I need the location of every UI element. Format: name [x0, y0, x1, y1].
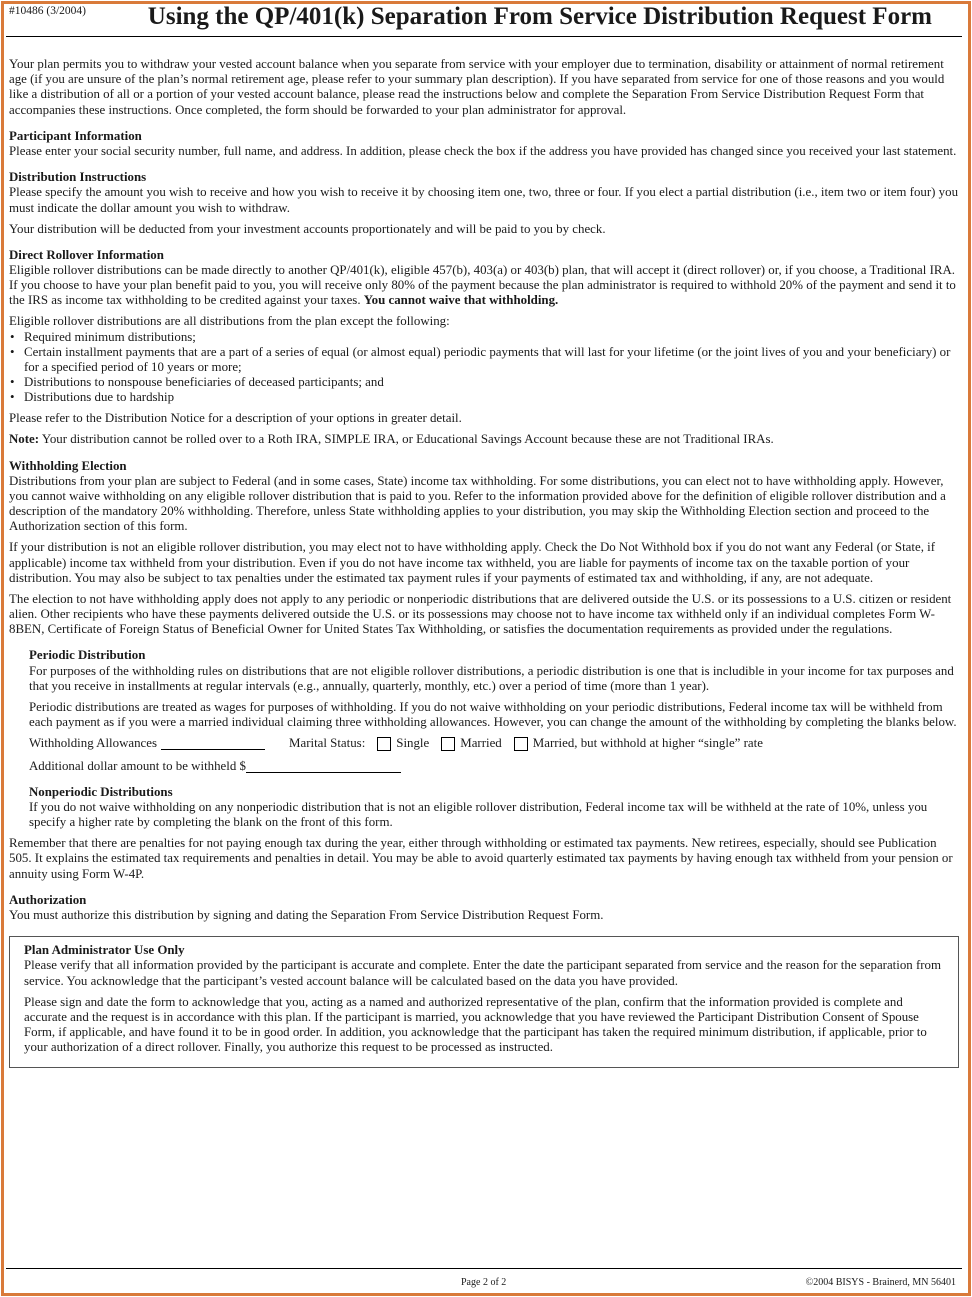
- withholding-section: [9, 459, 959, 638]
- rollover-exceptions-intro: Eligible rollover distributions are all distributions from the plan except the following:: [9, 314, 450, 329]
- married-checkbox[interactable]: [441, 737, 455, 751]
- participant-text: Please enter your social security number, full name, and address. In addition, please check the box if the address you have provided has changed since you received your last statement.: [9, 144, 957, 159]
- page-title: Using the QP/401(k) Separation From Service Distribution Request Form: [147, 3, 932, 30]
- married-higher-rate-label: Married, but withhold at higher “single” rate: [532, 736, 763, 751]
- withholding-text: Distributions from your plan are subject to Federal (and in some cases, State) income tax withholding. For some distributions, you can elect not to have withholding apply. However, you cannot waive withholding on any eligible rollover distribution that is paid to you. Refer to the information provided above for the definition of eligible rollover distribution and a description of the mandatory 20% withholding. Therefore, unless State withholding applies to your distribution, you may skip the Withholding Election section and proceed to the Authorization section of this form.: [9, 473, 946, 534]
- rollover-text: [9, 263, 959, 309]
- withholding-fields-row: [29, 736, 959, 751]
- rollover-heading: Direct Rollover Information: [9, 247, 164, 262]
- married-higher-rate-checkbox[interactable]: [514, 737, 528, 751]
- single-label: Single: [396, 736, 430, 751]
- withholding-heading: Withholding Election: [9, 458, 127, 473]
- header-divider: [6, 36, 962, 37]
- tax-penalty-reminder: Remember that there are penalties for not paying enough tax during the year, either through withholding or estimated tax payments. New retirees, especially, should see Publication 505. It explains the estimated tax requirements and penalties in detail. You may be able to avoid quarterly estimated tax payments by having enough tax withheld from your pension or annuity using Form W-4P.: [9, 836, 953, 881]
- form-number: #10486 (3/2004): [9, 5, 86, 17]
- authorization-section: [9, 893, 959, 923]
- withholding-text: The election to not have withholding apply does not apply to any periodic or nonperiodic distributions that are delivered outside the U.S. or its possessions to a U.S. citizen or resident alien. Other recipients who have these payments delivered outside the U.S. or its possessions may choose not to have income tax withheld only if an individual completes Form W-8BEN, Certificate of Foreign Status of Beneficial Owner for United States Tax Withholding, or satisfies the documentation requirements as provided under the regulations.: [9, 591, 952, 637]
- participant-heading: Participant Information: [9, 128, 142, 143]
- admin-heading: Plan Administrator Use Only: [24, 943, 185, 958]
- additional-amount-label: Additional dollar amount to be withheld $: [29, 758, 246, 773]
- distribution-text: Your distribution will be deducted from your investment accounts proportionately and will be paid to you by check.: [9, 221, 606, 236]
- participant-section: [9, 129, 959, 159]
- periodic-section: [9, 648, 959, 773]
- marital-status-label: Marital Status:: [289, 736, 366, 751]
- page-number: Page 2 of 2: [461, 1277, 507, 1288]
- nonperiodic-heading: Nonperiodic Distributions: [29, 784, 173, 799]
- periodic-heading: Periodic Distribution: [29, 648, 146, 663]
- list-item: • Distributions to nonspouse beneficiaries of deceased participants; and: [24, 375, 959, 390]
- admin-text: Please verify that all information provided by the participant is accurate and complete. Enter the date the participant separated from service and the reason for the separation from service. You acknowledge that the participant’s vested account balance will be calculated based on the data you have provided.: [24, 958, 942, 988]
- rollover-text: Please refer to the Distribution Notice for a description of your options in greater detail.: [9, 411, 462, 426]
- instructions-body: [9, 57, 959, 1068]
- rollover-warning: You cannot waive that withholding.: [363, 293, 559, 308]
- allowances-blank[interactable]: [161, 737, 265, 750]
- admin-text: Please sign and date the form to acknowledge that you, acting as a named and authorized representative of the plan, confirm that the information provided is complete and accurate and the request is in accordance with this plan. If the participant is married, you acknowledge that you have reviewed the Participant Distribution Consent of Spouse Form, if applicable, and have found it to be in good order. In addition, you acknowledge that the participant has taken the required minimum distribution, if applicable, prior to your authorization of a direct rollover. Finally, you authorize this request to be processed as instructed.: [24, 994, 927, 1055]
- note-label: Note:: [9, 432, 40, 447]
- rollover-text-body: Eligible rollover distributions can be made directly to another QP/401(k), eligible 457(b), 403(a) or 403(b) plan, that will accept it (direct rollover) or, if you choose, a Traditional IRA. If you choose to have your plan benefit paid to you, you will receive only 80% of the payment because the plan administrator is required to withhold 20% of the payment and send it to the IRS as income tax withholding to be credited against your taxes.: [9, 263, 956, 308]
- nonperiodic-section: [9, 785, 959, 831]
- periodic-text: For purposes of the withholding rules on distributions that are not eligible rollover distributions, a periodic distribution is one that is includible in your income for tax purposes and that you receive in installments at regular intervals (e.g., annually, quarterly, monthly, etc.) over a period of time (more than 1 year).: [29, 663, 954, 693]
- footer-divider: [6, 1268, 962, 1269]
- distribution-heading: Distribution Instructions: [9, 170, 147, 185]
- allowances-label: Withholding Allowances: [29, 736, 158, 751]
- note-text: Your distribution cannot be rolled over to a Roth IRA, SIMPLE IRA, or Educational Savings Account because these are not Traditional IRAs.: [41, 432, 774, 447]
- plan-administrator-box: [9, 936, 959, 1068]
- rollover-exceptions-list: [9, 330, 959, 406]
- list-item: • Distributions due to hardship: [24, 390, 959, 405]
- rollover-section: [9, 248, 959, 448]
- list-item: • Required minimum distributions;: [24, 330, 959, 345]
- additional-amount-blank[interactable]: [246, 760, 401, 773]
- intro-paragraph: Your plan permits you to withdraw your vested account balance when you separate from service with your employer due to termination, disability or attainment of normal retirement age (if you are unsure of the plan’s normal retirement age, please refer to your summary plan description). If you have separated from service for one of those reasons and you would like a distribution of all or a portion of your vested account balance, please read the instructions below and complete the Separation From Service Distribution Request Form that accompanies these instructions. Once completed, the form should be forwarded to your plan administrator for approval.: [9, 57, 945, 117]
- periodic-text: Periodic distributions are treated as wages for purposes of withholding. If you do not waive withholding on your periodic distributions, Federal income tax will be withheld from each payment as if you were a married individual claiming three withholding allowances. However, you can change the amount of the withholding by completing the blanks below.: [29, 699, 957, 730]
- rollover-note: [9, 432, 959, 447]
- distribution-text: Please specify the amount you wish to receive and how you wish to receive it by choosing item one, two, three or four. If you elect a partial distribution (i.e., item two or item four) you must indicate the dollar amount you wish to withdraw.: [9, 185, 959, 215]
- withholding-text: If your distribution is not an eligible rollover distribution, you may elect not to have withholding apply. Check the Do Not Withhold box if you do not want any Federal (or State, if applicable) income tax withheld from your distribution. Even if you do not have income tax withheld, you are liable for payments of income tax on the taxable portion of your distribution. You may also be subject to tax penalties under the estimated tax payment rules if your payments of estimated tax and withholding, if any, are not adequate.: [9, 540, 936, 585]
- distribution-section: [9, 170, 959, 237]
- single-checkbox[interactable]: [377, 737, 391, 751]
- authorization-heading: Authorization: [9, 892, 87, 907]
- list-item: • Certain installment payments that are a part of a series of equal (or almost equal) periodic payments that will last for your lifetime (or the joint lives of you and your beneficiary) or for a specified period of 10 years or more;: [24, 345, 959, 375]
- authorization-text: You must authorize this distribution by signing and dating the Separation From Service Distribution Request Form.: [9, 907, 604, 922]
- nonperiodic-text: If you do not waive withholding on any nonperiodic distribution that is not an eligible rollover distribution, Federal income tax will be withheld at the rate of 10%, unless you specify a higher rate by completing the blank on the front of this form.: [29, 799, 928, 830]
- married-label: Married: [460, 736, 502, 751]
- copyright-notice: ©2004 BISYS - Brainerd, MN 56401: [805, 1277, 956, 1288]
- additional-amount-row: [29, 759, 959, 774]
